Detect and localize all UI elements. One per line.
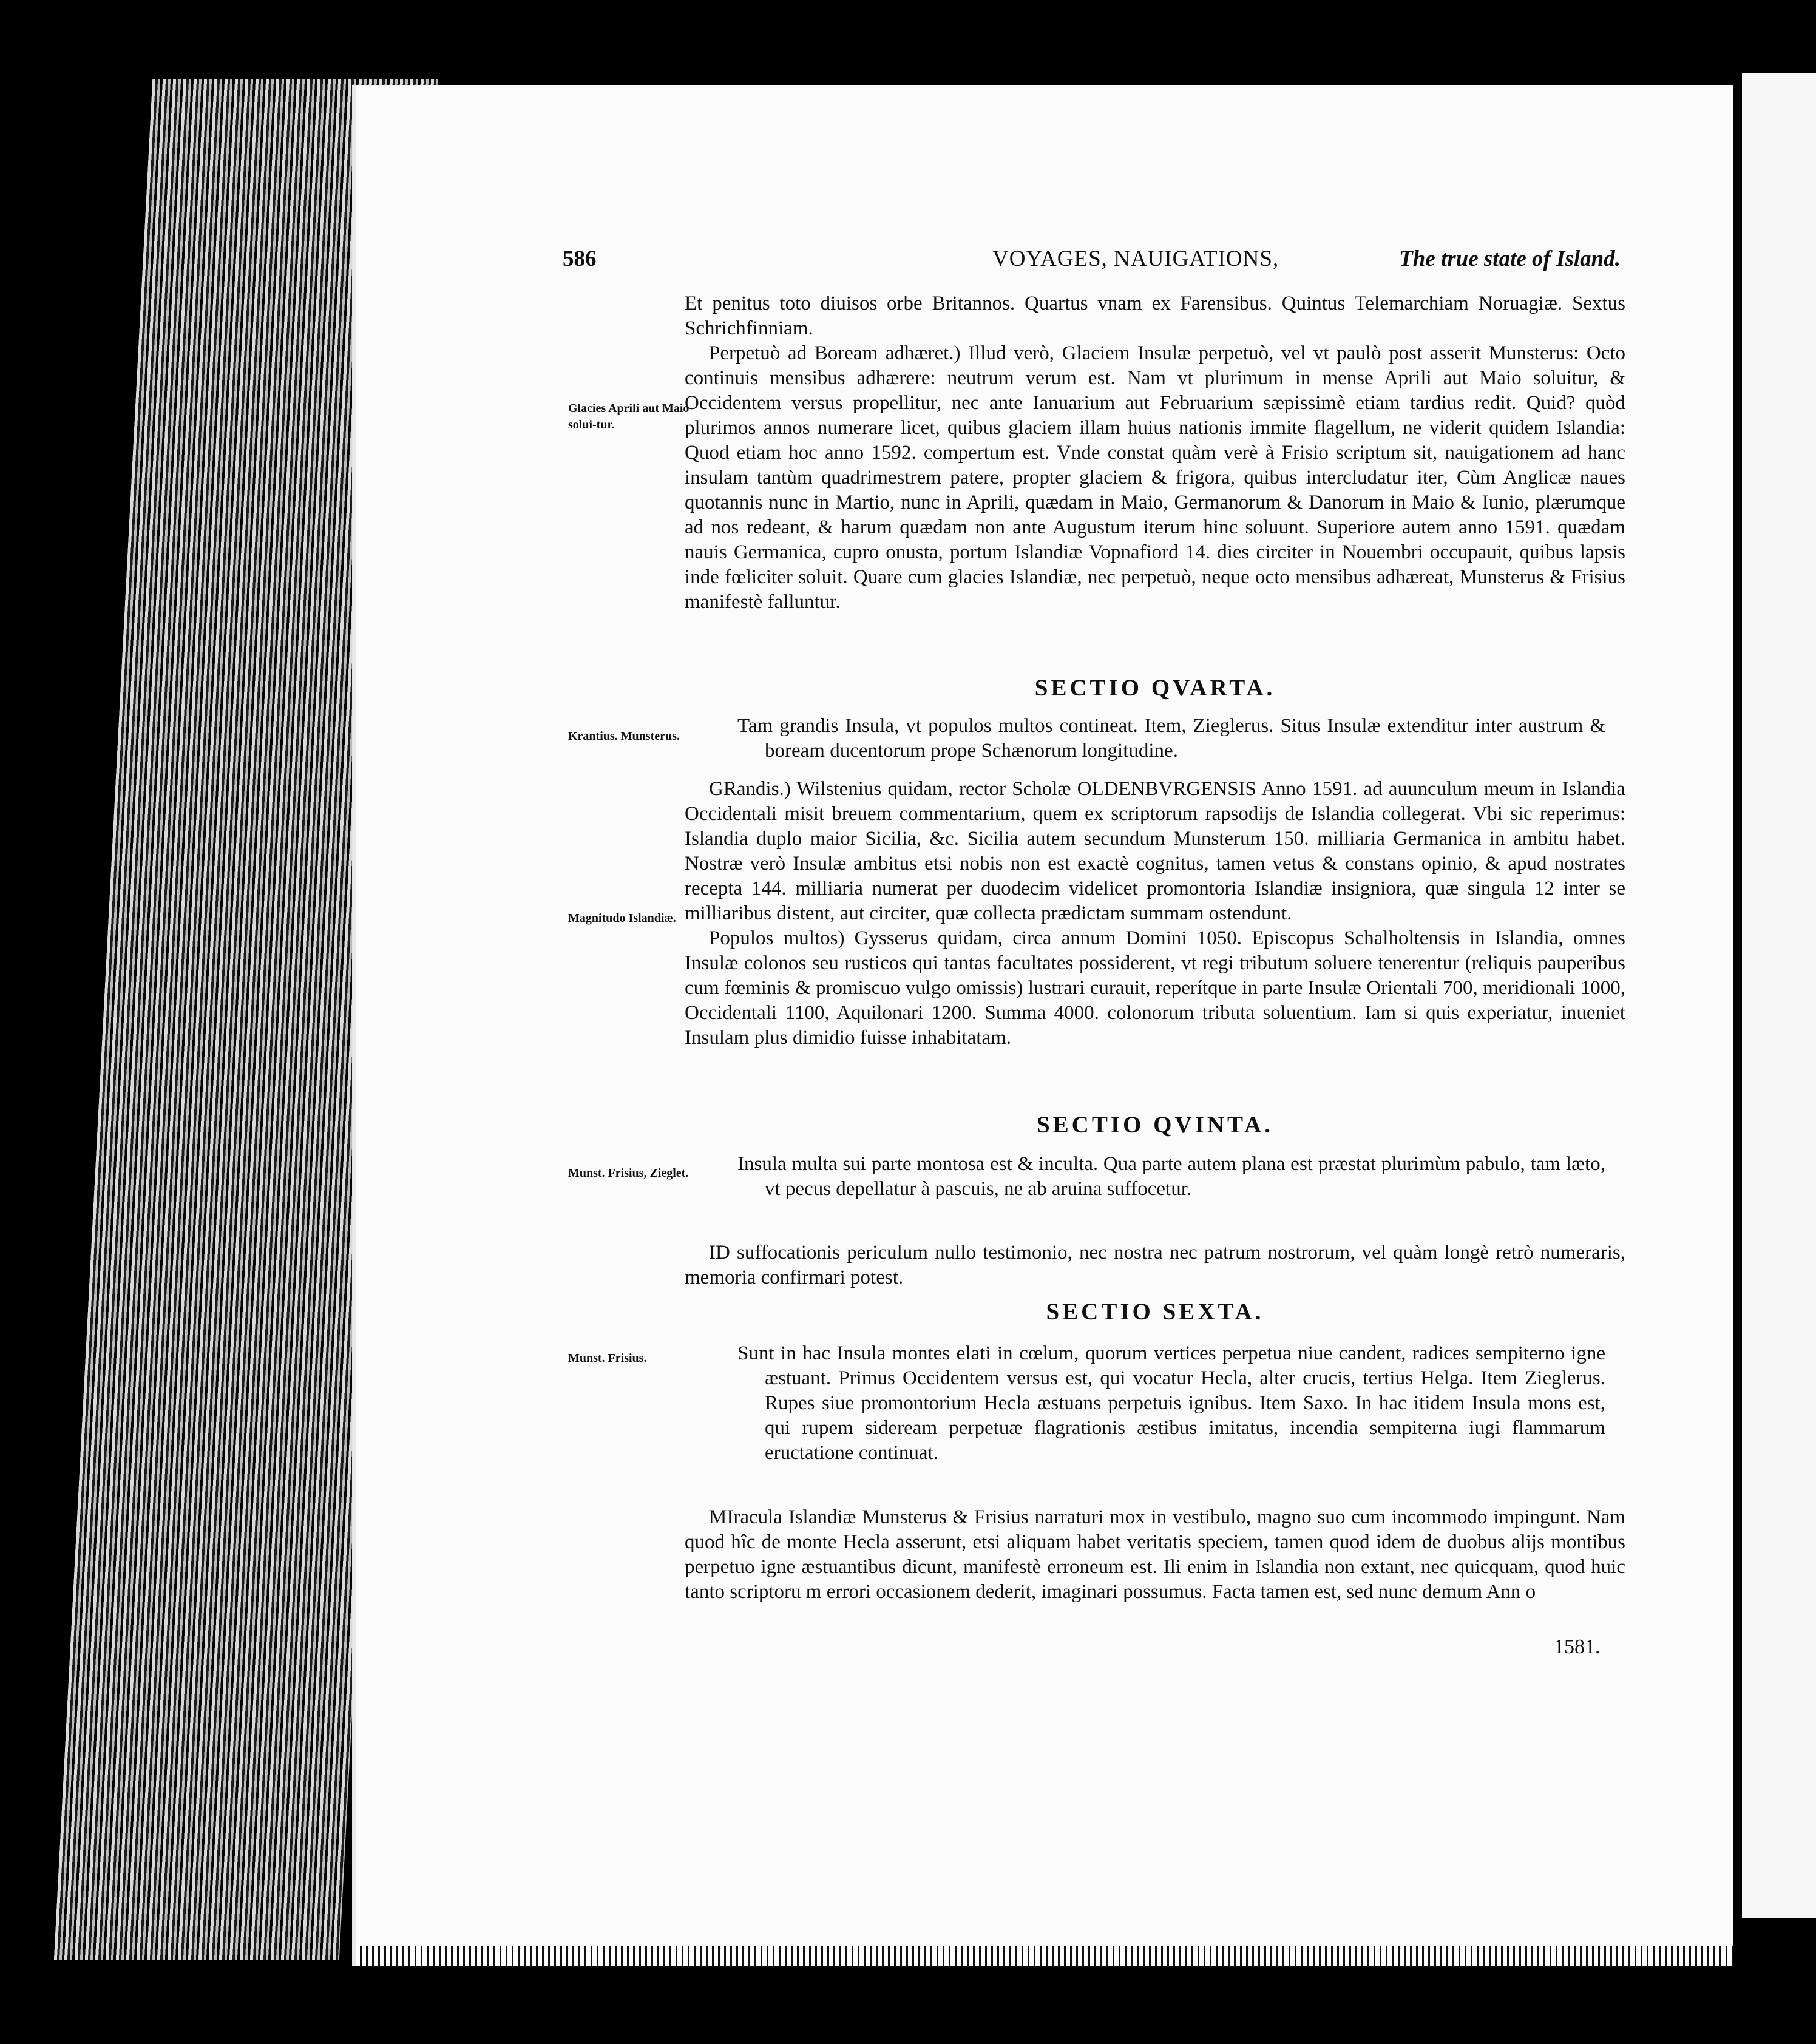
opening-paragraph-2: Perpetuò ad Boream adhæret.) Illud verò, Glaciem Insulæ perpetuò, vel vt paulò post asserit Munsterus: Octo continuis mensibus adhærere: neutrum verum est. Nam vt plurimum in mense Aprili aut Maio soluitur, & Occidentem versus propellitur, nec ante Ianuarium aut Februarium sæpissimè etiam tardius redit. Quid? quòd plurimos annos numerare licet, quibus glaciem illam huius nationis immite flagellum, ne viderit quidem Islandia: Quod etiam hoc anno 1592. compertum est. Vnde constat quàm verè à Frisio scriptum sit, nauigationem ad hanc insulam tantùm quadrimestrem patere, propter glaciem & frigora, quibus intercludatur iter, Cùm Anglicæ naues quotannis nunc in Martio, nunc in Aprili, quædam in Maio, Germanorum & Danorum in Maio & Iunio, plærumque ad nos redeant, & harum quædam non ante Augustum iterum hinc soluunt. Superiore autem anno 1591. quædam nauis Germanica, cupro onusta, portum Islandiæ Vopnafiord 14. dies circiter in Nouembri occupauit, quibus lapsis inde fœliciter soluit. Quare cum glacies Islandiæ, nec perpetuò, neque octo mensibus adhæreat, Munsterus & Frisius manifestè falluntur. bbox=[685, 342, 1625, 613]
opening-text bbox=[685, 291, 1625, 615]
sectio-sexta-text bbox=[685, 1505, 1625, 1605]
sectio-quinta-text bbox=[685, 1240, 1625, 1290]
sectio-quinta-paragraph: ID suffocationis periculum nullo testimonio, nec nostra nec patrum nostrorum, vel quàm longè retrò numeraris, memoria confirmari potest. bbox=[685, 1242, 1625, 1288]
margin-note-munst-frisius: Munst. Frisius. bbox=[568, 1352, 647, 1365]
margin-note-munst-frisius-zieglet: Munst. Frisius, Zieglet. bbox=[568, 1166, 689, 1180]
sectio-quarta-heading: SECTIO QVARTA. bbox=[1034, 675, 1276, 701]
sectio-quinta-summary: Insula multa sui parte montosa est & inculta. Qua parte autem plana est præstat plurimùm pabulo, tam læto, vt pecus depellatur à pascuis, ne ab aruina suffocetur. bbox=[737, 1153, 1605, 1200]
margin-note-krantius: Krantius. Munsterus. bbox=[568, 729, 680, 743]
opening-paragraph-1: Et penitus toto diuisos orbe Britannos. Quartus vnam ex Farensibus. Quintus Telemarchiam Noruagiæ. Sextus Schrichfinniam. bbox=[685, 293, 1625, 339]
running-header bbox=[563, 246, 1621, 279]
sectio-quarta-text bbox=[685, 777, 1625, 1051]
sectio-sexta-summary: Sunt in hac Insula montes elati in cœlum, quorum vertices perpetua niue candent, radices sempiterno igne æstuant. Primus Occidentem versus est, qui vocatur Hecla, alter crucis, tertius Helga. Item Zieglerus. Rupes siue promontorium Hecla æstuans perpetuis ignibus. Item Saxo. In hac itidem Insula mons est, qui rupem sideream perpetuæ flagrationis æstibus imitatus, incendia sempiterna iugi flammarum eructatione continuat. bbox=[737, 1342, 1605, 1464]
sectio-quarta-summary: Tam grandis Insula, vt populos multos contineat. Item, Zieglerus. Situs Insulæ extenditur inter austrum & boream ducentorum prope Schænorum longitudine. bbox=[737, 715, 1605, 762]
catchword: 1581. bbox=[1554, 1636, 1601, 1658]
running-title: VOYAGES, NAUIGATIONS, bbox=[992, 246, 1279, 271]
page-number: 586 bbox=[563, 246, 597, 271]
adjacent-page-edge bbox=[1742, 73, 1816, 1918]
margin-note-magnitudo: Magnitudo Islandiæ. bbox=[568, 912, 676, 925]
sectio-sexta-paragraph: MIracula Islandiæ Munsterus & Frisius narraturi mox in vestibulo, magno suo cum incommodo impingunt. Nam quod hîc de monte Hecla asserunt, etsi aliquam habet veritatis speciem, tamen quod idem de duobus alijs montibus perpetuo igne æstuantibus dicunt, manifestè erroneum est. Ili enim in Islandia non extant, nec quicquam, quod huic tanto scriptoru m errori occasionem dederit, imaginari possumus. Facta tamen est, sed nunc demum Ann o bbox=[685, 1506, 1625, 1603]
page-section-title: The true state of Island. bbox=[1399, 246, 1621, 271]
sectio-sexta-heading: SECTIO SEXTA. bbox=[1046, 1299, 1264, 1325]
sectio-quarta-paragraph-2: Populos multos) Gysserus quidam, circa annum Domini 1050. Episcopus Schalholtensis in Islandia, omnes Insulæ colonos seu rusticos qui tantas facultates possiderent, vt regi tributum soluere tenerentur (reliquis pauperibus cum fœminis & promiscuo vulgo omissis) lustrari curauit, reperítque in parte Insulæ Orientali 700, meridionali 1000, Occidentali 1100, Aquilonari 1200. Summa 4000. colonorum tributa soluentium. Iam si quis experiatur, inueniet Insulam plus dimidio fuisse inhabitatam. bbox=[685, 927, 1625, 1049]
sectio-quinta-heading: SECTIO QVINTA. bbox=[1036, 1112, 1274, 1138]
sectio-quarta-paragraph-1: GRandis.) Wilstenius quidam, rector Scholæ OLDENBVRGENSIS Anno 1591. ad auunculum meum in Islandia Occidentali misit breuem commentarium, quem ex scriptorum rapsodijs de Islandia collegerat. Vbi sic reperimus: Islandia duplo maior Sicilia, &c. Sicilia autem secundum Munsterum 150. milliaria Germanica in ambitu habet. Nostræ verò Insulæ ambitus etsi nobis non est exactè cognitus, tamen vetus & constans opinio, & apud nostrates recepta 144. milliaria numerat per duodecim videlicet promontoria Islandiæ insigniora, quæ singula 12 inter se milliaribus distent, aut circiter, quæ collecta prædictam summam ostendunt. bbox=[685, 778, 1625, 924]
margin-note-glacies: Glacies Aprili aut Maio solui-tur. bbox=[568, 402, 689, 431]
